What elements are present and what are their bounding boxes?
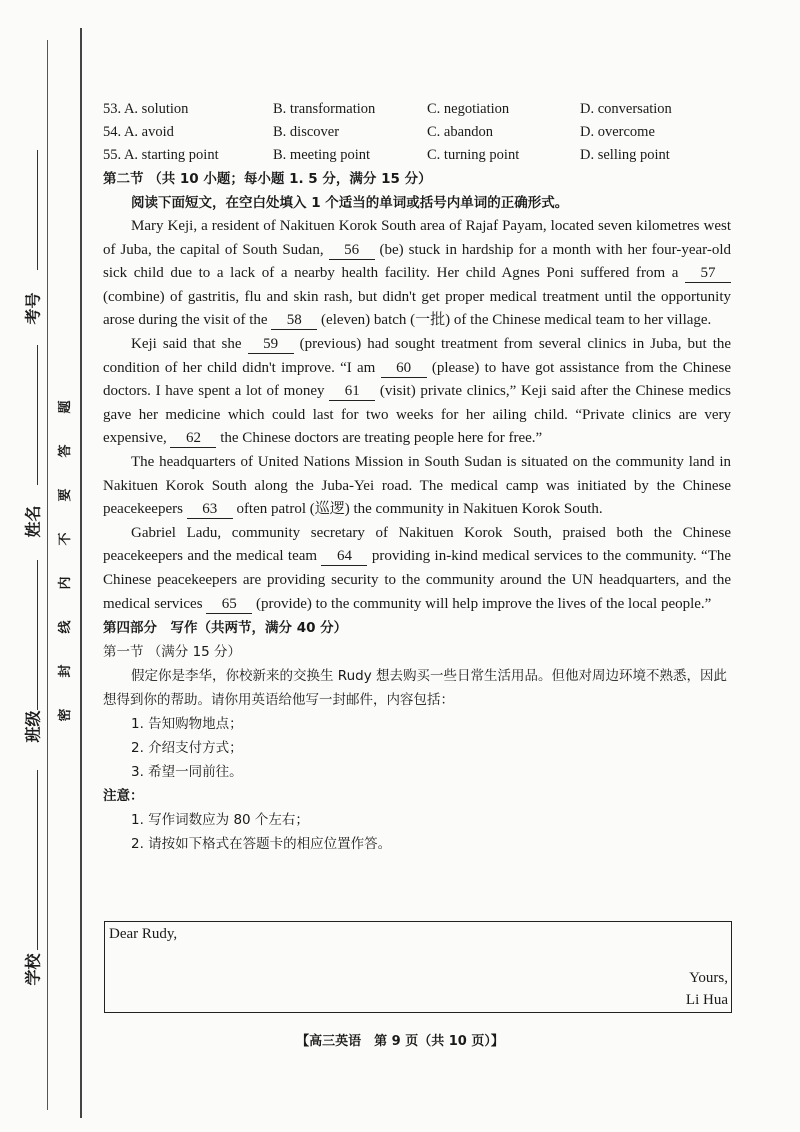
warning-char: 线 bbox=[58, 620, 73, 634]
passage-text: (be) stuck in hardship for a month with her four-year-old sick child due to a lack of a nearby health facility. Her child Agnes Poni suffered from a bbox=[103, 241, 732, 282]
part4-heading: 第四部分 写作（共两节，满分 40 分） bbox=[103, 620, 348, 637]
warning-char: 要 bbox=[58, 488, 73, 502]
blank-56: 56 bbox=[329, 241, 375, 260]
blank-61: 61 bbox=[329, 382, 375, 401]
option-b: B. meeting point bbox=[273, 147, 371, 163]
part4-section1-heading: 第一节 （满分 15 分） bbox=[103, 644, 242, 661]
prompt-point: 3. 希望一同前往。 bbox=[131, 764, 243, 781]
passage-text: Gabriel Ladu, community secretary of Nakituen Korok South, praised both the Chinese peacekeepers and the medical team bbox=[103, 524, 731, 565]
passage-text: The headquarters of United Nations Mission in South Sudan is situated on the community land in Nakituen Korok South along the Juba-Yei road. The medical camp was initiated by the Chinese peacekeepers bbox=[103, 453, 731, 518]
note-item: 1. 写作词数应为 80 个左右； bbox=[131, 812, 309, 829]
passage-text: Keji said that she bbox=[131, 335, 242, 352]
name-rule bbox=[37, 345, 38, 485]
section2-heading: 第二节 （共 10 小题；每小题 1. 5 分，满分 15 分） bbox=[103, 171, 432, 187]
school-label: 学校 bbox=[23, 953, 43, 986]
passage-text: (visit) private clinics,” Keji said after the Chinese medics gave her medicine which could last for two weeks for her ailing child. “Private clinics are very expensive, bbox=[103, 383, 731, 447]
passage-paragraph-4 bbox=[103, 522, 731, 616]
question-53-options bbox=[103, 98, 731, 121]
warning-char: 不 bbox=[58, 532, 73, 546]
letter-format-box bbox=[104, 921, 732, 1013]
option-d: D. selling point bbox=[580, 147, 670, 163]
blank-63: 63 bbox=[187, 500, 233, 519]
passage-text: providing in-kind medical services to the community. “The Chinese peacekeepers are providing security to the community around the UN headquarters, and the medical services bbox=[103, 548, 732, 612]
section2-instruction: 阅读下面短文，在空白处填入 1 个适当的单词或括号内单词的正确形式。 bbox=[131, 195, 569, 211]
prompt-point: 2. 介绍支付方式； bbox=[131, 740, 243, 757]
option-c: C. turning point bbox=[427, 147, 520, 163]
warning-char: 内 bbox=[58, 576, 73, 590]
option-d: D. conversation bbox=[580, 101, 672, 117]
option-a: 55. A. starting point bbox=[103, 147, 219, 163]
name-label: 姓名 bbox=[23, 505, 43, 538]
passage-text: (eleven) batch (一批) of the Chinese medical team to her village. bbox=[321, 312, 712, 329]
passage-text: (provide) to the community will help improve the lives of the local people.” bbox=[256, 595, 712, 612]
passage-text: Mary Keji, a resident of Nakituen Korok South area of Rajaf Payam, located seven kilometres west of Juba, the capital of South Sudan, bbox=[103, 218, 731, 258]
blank-60: 60 bbox=[381, 359, 427, 378]
option-b: B. discover bbox=[273, 124, 340, 140]
warning-char: 题 bbox=[58, 400, 73, 414]
letter-signature: Li Hua bbox=[685, 992, 728, 1008]
option-a: 54. A. avoid bbox=[103, 124, 174, 140]
warning-char: 封 bbox=[58, 664, 73, 678]
school-rule bbox=[37, 770, 38, 950]
warning-char: 答 bbox=[58, 444, 73, 458]
letter-greeting: Dear Rudy, bbox=[109, 926, 178, 942]
prompt-point: 1. 告知购物地点； bbox=[131, 716, 243, 733]
option-b: B. transformation bbox=[273, 101, 376, 117]
passage-paragraph-2 bbox=[103, 333, 731, 451]
note-item: 2. 请按如下格式在答题卡的相应位置作答。 bbox=[131, 836, 392, 853]
class-rule bbox=[37, 560, 38, 710]
exam-no-rule bbox=[37, 150, 38, 270]
note-label: 注意： bbox=[103, 788, 144, 805]
passage-text: (please) to have got assistance from the Chinese doctors. I have spent a lot of money bbox=[103, 359, 732, 400]
passage-paragraph-3 bbox=[103, 451, 731, 522]
passage-paragraph-1 bbox=[103, 215, 731, 333]
blank-65: 65 bbox=[206, 595, 252, 614]
blank-64: 64 bbox=[321, 547, 367, 566]
blank-62: 62 bbox=[170, 429, 216, 448]
question-54-options bbox=[103, 121, 731, 144]
option-c: C. abandon bbox=[427, 124, 494, 140]
question-55-options bbox=[103, 144, 731, 167]
passage-text: often patrol (巡逻) the community in Nakituen Korok South. bbox=[236, 501, 603, 518]
letter-closing: Yours, bbox=[689, 970, 728, 986]
option-a: 53. A. solution bbox=[103, 101, 189, 117]
warning-char: 密 bbox=[58, 708, 73, 722]
class-label: 班级 bbox=[23, 710, 43, 743]
page-footer: 【高三英语 第 9 页（共 10 页）】 bbox=[296, 1034, 504, 1049]
blank-58: 58 bbox=[271, 311, 317, 330]
no-answer-warning bbox=[56, 385, 76, 737]
blank-59: 59 bbox=[248, 335, 294, 354]
option-d: D. overcome bbox=[580, 124, 655, 140]
page-content bbox=[103, 98, 731, 856]
option-c: C. negotiation bbox=[427, 101, 510, 117]
passage-text: (combine) of gastritis, flu and skin rash, but didn't get proper medical treatment until the opportunity arose during the visit of the bbox=[103, 288, 731, 329]
passage-text: (previous) had sought treatment from several clinics in Juba, but the condition of her child didn't improve. “I am bbox=[103, 335, 732, 376]
blank-57: 57 bbox=[685, 264, 731, 283]
passage-text: the Chinese doctors are treating people here for free.” bbox=[220, 430, 543, 447]
writing-prompt: 假定你是李华，你校新来的交换生 Rudy 想去购买一些日常生活用品。但他对周边环境不熟悉，因此想得到你的帮助。请你用英语给他写一封邮件，内容包括： bbox=[103, 668, 727, 709]
exam-no-label: 考号 bbox=[23, 292, 43, 325]
